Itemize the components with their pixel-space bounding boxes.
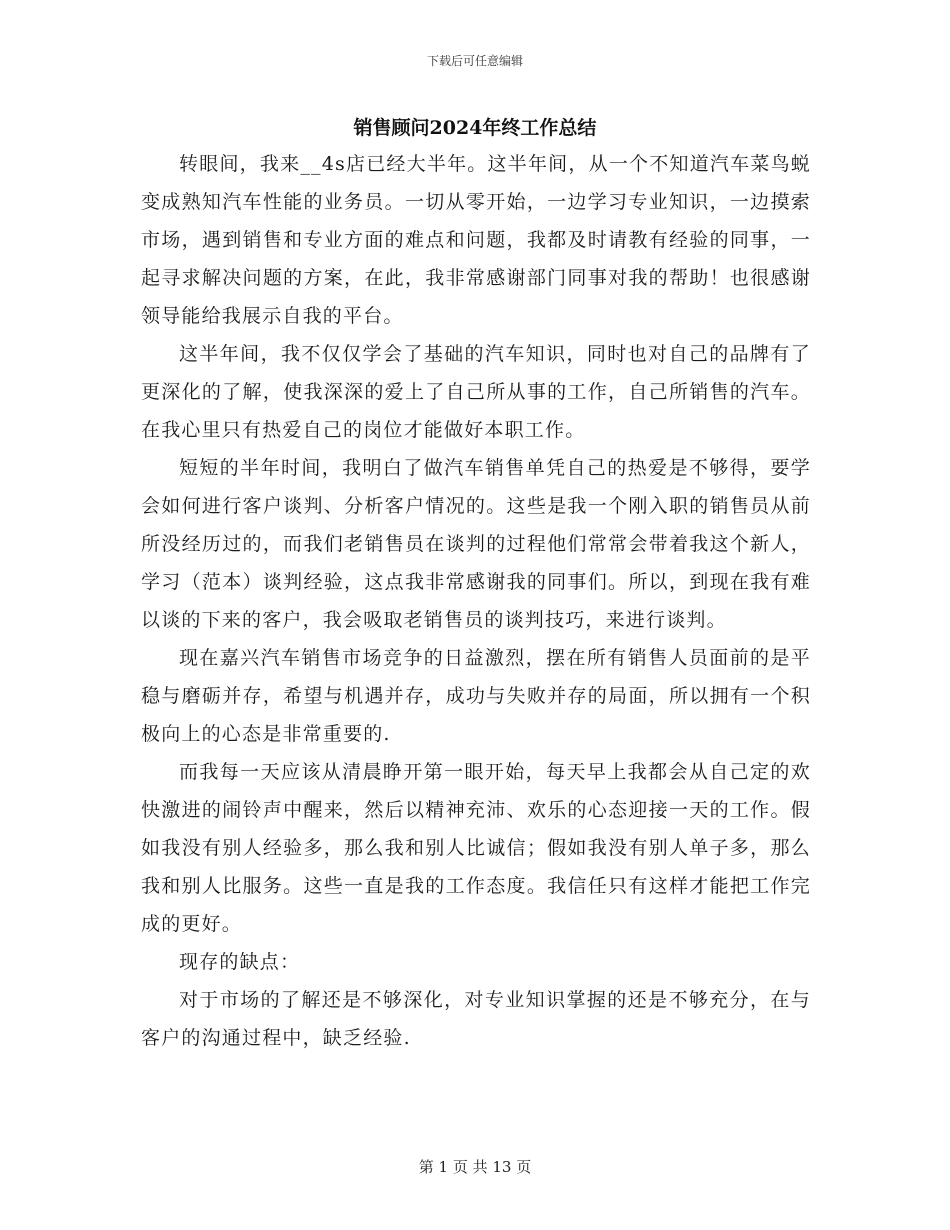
document-title: 销售顾问2024年终工作总结 xyxy=(353,117,597,139)
paragraph: 转眼间，我来__4s店已经大半年。这半年间，从一个不知道汽车菜鸟蜕变成熟知汽车性能的业务员。一切从零开始，一边学习专业知识，一边摸索市场，遇到销售和专业方面的难点和问题，我都及时请教有经验的同事，一起寻求解决问题的方案，在此，我非常感谢部门同事对我的帮助！也很感谢领导能给我展示自我的平台。 xyxy=(141,153,811,327)
paragraph: 短短的半年时间，我明白了做汽车销售单凭自己的热爱是不够得，要学会如何进行客户谈判、分析客户情况的。这些是我一个刚入职的销售员从前所没经历过的，而我们老销售员在谈判的过程他们常常会带着我这个新人，学习（范本）谈判经验，这点我非常感谢我的同事们。所以，到现在我有难以谈的下来的客户，我会吸取老销售员的谈判技巧，来进行谈判。 xyxy=(141,457,811,631)
document-body xyxy=(141,145,811,1057)
paragraph: 而我每一天应该从清晨睁开第一眼开始，每天早上我都会从自己定的欢快激进的闹铃声中醒来，然后以精神充沛、欢乐的心态迎接一天的工作。假如我没有别人经验多，那么我和别人比诚信；假如我没有别人单子多，那么我和别人比服务。这些一直是我的工作态度。我信任只有这样才能把工作完成的更好。 xyxy=(141,761,811,935)
section-heading: 现存的缺点： xyxy=(179,951,301,973)
paragraph: 这半年间，我不仅仅学会了基础的汽车知识，同时也对自己的品牌有了更深化的了解，使我深深的爱上了自己所从事的工作，自己所销售的汽车。在我心里只有热爱自己的岗位才能做好本职工作。 xyxy=(141,343,811,441)
page-number: 第 1 页 共 13 页 xyxy=(418,1158,532,1176)
paragraph: 对于市场的了解还是不够深化，对专业知识掌握的还是不够充分，在与客户的沟通过程中，缺乏经验. xyxy=(141,989,811,1049)
paragraph: 现在嘉兴汽车销售市场竞争的日益激烈，摆在所有销售人员面前的是平稳与磨砺并存，希望与机遇并存，成功与失败并存的局面，所以拥有一个积极向上的心态是非常重要的. xyxy=(141,647,811,745)
header-note: 下载后可任意编辑 xyxy=(426,54,523,68)
